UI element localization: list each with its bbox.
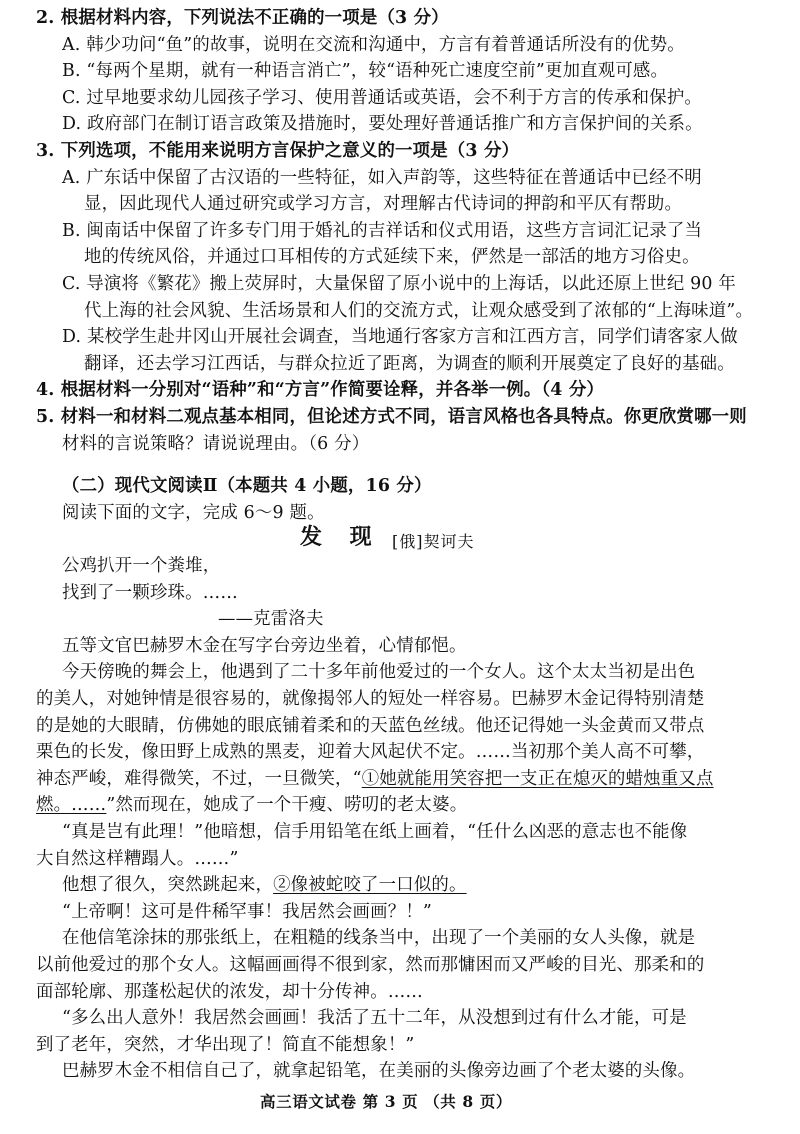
q3-option-c-line2: 代上海的社会风貌、生活场景和人们的交流方式，让观众感受到了浓郁的“上海味道”。 xyxy=(84,300,754,321)
q5-stem-line2: 材料的言说策略？请说说理由。（6 分） xyxy=(62,433,370,454)
q2-option-b: B. “每两个星期，就有一种语言消亡”，较“语种死亡速度空前”更加直观可感。 xyxy=(62,61,669,82)
story-paragraph-6-line2: 以前他爱过的那个女人。这幅画画得不很到家，然而那慵困而又严峻的目光、那柔和的 xyxy=(36,955,705,975)
q5-stem-line1: 5. 材料一和材料二观点基本相同，但论述方式不同，语言风格也各具特点。你更欣赏哪一则 xyxy=(36,407,747,427)
story-paragraph-2-line4: 栗色的长发，像田野上成熟的黑麦，迎着大风起伏不定。……当初那个美人高不可攀， xyxy=(36,742,705,763)
story-paragraph-2-line3: 的是她的大眼睛，仿佛她的眼底铺着柔和的天蓝色丝绒。他还记得她一头金黄而又带点 xyxy=(36,715,705,736)
underlined-sentence-2: ②像被蛇咬了一口似的。 xyxy=(273,875,467,896)
q3-option-a-line2: 显，因此现代人通过研究或学习方言，对理解古代诗词的押韵和平仄有帮助。 xyxy=(84,194,683,215)
story-paragraph-1: 五等文官巴赫罗木金在写字台旁边坐着，心情郁悒。 xyxy=(62,635,467,656)
q2-stem: 2. 根据材料内容，下列说法不正确的一项是（3 分） xyxy=(36,8,449,28)
story-paragraph-2-line1: 今天傍晚的舞会上，他遇到了二十多年前他爱过的一个女人。这个太太当初是出色 xyxy=(62,662,696,683)
story-paragraph-7-line2: 到了老年，突然，才华出现了！简直不能想象！” xyxy=(36,1034,415,1055)
underlined-sentence-1: ①她就能用笑容把一支正在熄灭的蜡烛重又点 xyxy=(361,768,714,789)
story-title: 发 现 xyxy=(300,524,382,551)
story-paragraph-7-line1: “多么出人意外！我居然会画画！我活了五十二年，从没想到过有什么才能，可是 xyxy=(62,1008,687,1029)
q3-option-a-line1: A. 广东话中保留了古汉语的一些特征，如入声韵等，这些特征在普通话中已经不明 xyxy=(62,167,702,188)
epigraph-line1: 公鸡扒开一个粪堆， xyxy=(62,556,221,576)
story-paragraph-2-line5 xyxy=(36,767,714,791)
underlined-sentence-1-end: 燃。…… xyxy=(36,795,107,816)
story-paragraph-2-line6 xyxy=(36,793,467,817)
story-author: [俄]契诃夫 xyxy=(392,532,475,552)
q3-stem: 3. 下列选项，不能用来说明方言保护之意义的一项是（3 分） xyxy=(36,141,520,161)
story-paragraph-3-line1: “真是岂有此理！”他暗想，信手用铅笔在纸上画着，“任什么凶恶的意志也不能像 xyxy=(62,822,688,842)
story-paragraph-6-line3: 面部轮廓、那蓬松起伏的浓发，却十分传神。…… xyxy=(36,981,423,1002)
paragraph-2-line5-text: 神态严峻，难得微笑，不过，一旦微笑，“ xyxy=(36,768,362,789)
q2-option-a: A. 韩少功问“鱼”的故事，说明在交流和沟通中，方言有着普通话所没有的优势。 xyxy=(62,34,685,55)
section-heading: （二）现代文阅读Ⅱ（本题共 4 小题，16 分） xyxy=(62,476,432,497)
epigraph-line2: 找到了一颗珍珠。…… xyxy=(62,582,238,603)
story-paragraph-2-line2: 的美人，对她钟情是很容易的，就像揭邻人的短处一样容易。巴赫罗木金记得特别清楚 xyxy=(36,689,705,709)
story-paragraph-3-line2: 大自然这样糟蹋人。……” xyxy=(36,848,239,869)
section-instruction: 阅读下面的文字，完成 6～9 题。 xyxy=(62,502,325,523)
story-paragraph-8: 巴赫罗木金不相信自己了，就拿起铅笔，在美丽的头像旁边画了个老太婆的头像。 xyxy=(62,1061,696,1082)
q3-option-d-line2: 翻译，还去学习江西话，与群众拉近了距离，为调查的顺利开展奠定了良好的基础。 xyxy=(84,353,735,374)
story-paragraph-4 xyxy=(62,873,467,897)
q3-option-b-line2: 地的传统风俗，并通过口耳相传的方式延续下来，俨然是一部活的地方习俗史。 xyxy=(84,247,700,268)
story-paragraph-6-line1: 在他信笔涂抹的那张纸上，在粗糙的线条当中，出现了一个美丽的女人头像，就是 xyxy=(62,928,696,949)
paragraph-4-text: 他想了很久，突然跳起来， xyxy=(62,875,274,896)
q3-option-c-line1: C. 导演将《繁花》搬上荧屏时，大量保留了原小说中的上海话，以此还原上世纪 90 年 xyxy=(62,274,737,294)
page-footer: 高三语文试卷 第 3 页 （共 8 页） xyxy=(260,1092,512,1111)
q2-option-c: C. 过早地要求幼儿园孩子学习、使用普通话或英语，会不利于方言的传承和保护。 xyxy=(62,87,703,108)
q2-option-d: D. 政府部门在制订语言政策及措施时，要处理好普通话推广和方言保护间的关系。 xyxy=(62,114,703,135)
q3-option-d-line1: D. 某校学生赴井冈山开展社会调查，当地通行客家方言和江西方言，同学们请客家人做 xyxy=(62,327,738,348)
q3-option-b-line1: B. 闽南话中保留了许多专门用于婚礼的吉祥话和仪式用语，这些方言词汇记录了当 xyxy=(62,220,703,241)
epigraph-source: ——克雷洛夫 xyxy=(218,609,324,630)
q4-stem: 4. 根据材料一分别对“语种”和“方言”作简要诠释，并各举一例。（4 分） xyxy=(36,380,605,401)
story-paragraph-5: “上帝啊！这可是件稀罕事！我居然会画画？！” xyxy=(62,901,432,922)
paragraph-2-line6-text: ”然而现在，她成了一个干瘦、唠叨的老太婆。 xyxy=(106,795,468,816)
